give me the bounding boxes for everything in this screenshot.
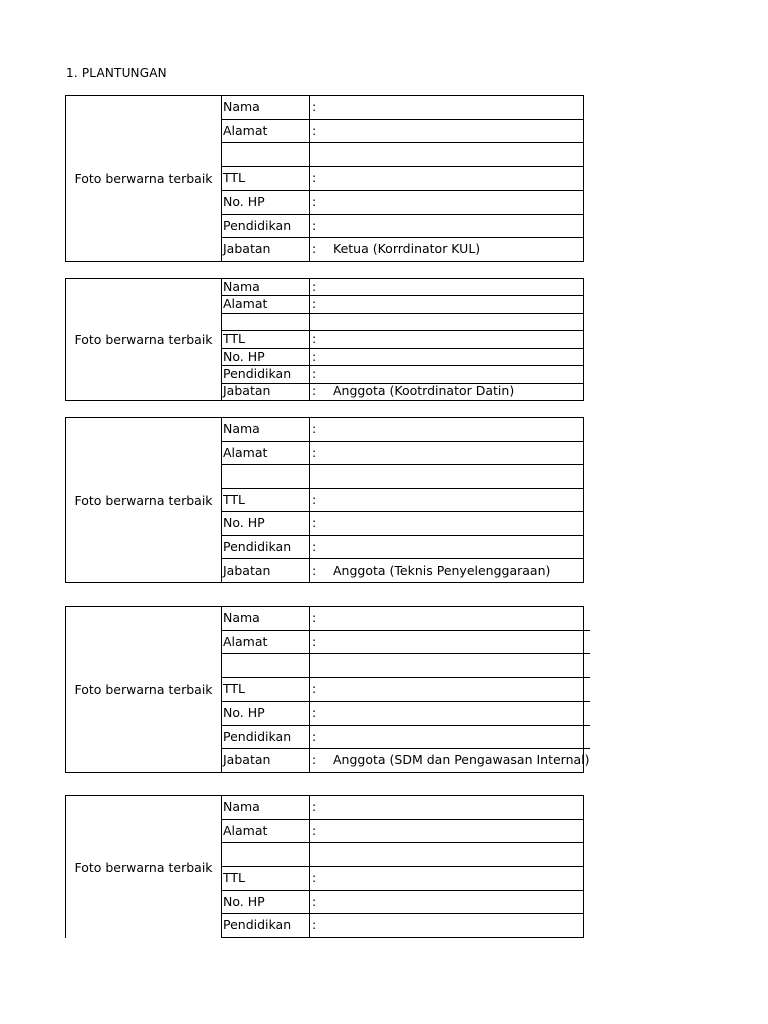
field-label: TTL <box>222 489 310 512</box>
field-value-cell <box>310 678 590 701</box>
field-colon: : <box>312 99 317 115</box>
field-value-cell <box>310 215 583 238</box>
field-label: TTL <box>222 867 310 890</box>
field-value-cell <box>310 349 583 365</box>
field-rows <box>222 96 583 261</box>
field-rows <box>222 279 583 400</box>
field-value-cell <box>310 536 583 559</box>
field-row <box>222 238 583 261</box>
field-colon: : <box>312 217 317 233</box>
field-value-cell <box>310 96 583 119</box>
field-row <box>222 120 583 144</box>
field-rows <box>222 607 590 772</box>
field-colon: : <box>312 278 317 294</box>
field-value-cell <box>310 512 583 535</box>
field-colon: : <box>312 562 317 578</box>
photo-placeholder: Foto berwarna terbaik <box>66 796 222 938</box>
field-row <box>222 384 583 400</box>
field-value: Anggota (SDM dan Pengawasan Internal) <box>333 752 590 768</box>
field-row <box>222 512 583 536</box>
field-row <box>222 749 590 772</box>
field-row <box>222 465 583 489</box>
field-colon: : <box>312 870 317 886</box>
field-colon: : <box>312 917 317 933</box>
member-card <box>65 606 590 773</box>
field-label: Nama <box>222 96 310 119</box>
field-value-cell <box>310 749 590 772</box>
field-row <box>222 96 583 120</box>
field-label: Jabatan <box>222 559 310 582</box>
field-label: TTL <box>222 167 310 190</box>
field-row <box>222 843 583 867</box>
field-row <box>222 167 583 191</box>
field-label: No. HP <box>222 702 310 725</box>
field-colon: : <box>312 822 317 838</box>
field-label: TTL <box>222 678 310 701</box>
member-card <box>65 95 584 262</box>
field-label: Pendidikan <box>222 215 310 238</box>
field-colon: : <box>312 421 317 437</box>
field-colon: : <box>312 366 317 382</box>
field-value-cell <box>310 120 583 143</box>
field-label: Nama <box>222 796 310 819</box>
field-colon: : <box>312 170 317 186</box>
field-label: Nama <box>222 418 310 441</box>
field-value-cell <box>310 796 583 819</box>
field-value-cell <box>310 867 583 890</box>
field-value-cell <box>310 607 590 630</box>
field-colon: : <box>312 122 317 138</box>
field-label: Pendidikan <box>222 536 310 559</box>
field-row <box>222 366 583 383</box>
field-label: No. HP <box>222 512 310 535</box>
field-value-cell <box>310 366 583 382</box>
field-row <box>222 914 583 938</box>
field-label: No. HP <box>222 191 310 214</box>
field-label: Jabatan <box>222 238 310 261</box>
field-colon: : <box>312 728 317 744</box>
field-label: Pendidikan <box>222 914 310 937</box>
field-colon: : <box>312 893 317 909</box>
photo-placeholder: Foto berwarna terbaik <box>66 607 222 772</box>
field-value-cell <box>310 631 590 654</box>
field-value-cell <box>310 296 583 312</box>
field-rows <box>222 796 583 938</box>
field-value-cell <box>310 559 583 582</box>
field-label: No. HP <box>222 349 310 365</box>
field-label: No. HP <box>222 891 310 914</box>
field-colon: : <box>312 752 317 768</box>
field-colon: : <box>312 681 317 697</box>
field-row <box>222 559 583 582</box>
field-value-cell <box>310 702 590 725</box>
field-value-cell <box>310 489 583 512</box>
section-heading: 1. PLANTUNGAN <box>66 66 167 80</box>
field-label: Alamat <box>222 120 310 143</box>
field-row <box>222 143 583 167</box>
field-label <box>222 654 310 677</box>
field-row <box>222 331 583 348</box>
field-label <box>222 843 310 866</box>
field-row <box>222 215 583 239</box>
field-rows <box>222 418 583 582</box>
field-row <box>222 654 590 678</box>
field-row <box>222 631 590 655</box>
field-colon: : <box>312 610 317 626</box>
field-value-cell <box>310 654 590 677</box>
field-label: Alamat <box>222 296 310 312</box>
field-colon: : <box>312 704 317 720</box>
field-value-cell <box>310 384 583 400</box>
photo-placeholder: Foto berwarna terbaik <box>66 418 222 582</box>
field-label: Pendidikan <box>222 726 310 749</box>
field-label: Alamat <box>222 442 310 465</box>
field-label <box>222 143 310 166</box>
field-colon: : <box>312 515 317 531</box>
field-label: Alamat <box>222 631 310 654</box>
field-value-cell <box>310 820 583 843</box>
field-value-cell <box>310 418 583 441</box>
field-value-cell <box>310 238 583 261</box>
field-row <box>222 702 590 726</box>
member-card <box>65 795 584 938</box>
field-label <box>222 465 310 488</box>
field-colon: : <box>312 296 317 312</box>
field-colon: : <box>312 383 317 399</box>
field-label: Pendidikan <box>222 366 310 382</box>
member-card <box>65 278 584 401</box>
field-row <box>222 296 583 313</box>
field-colon: : <box>312 444 317 460</box>
field-row <box>222 279 583 296</box>
field-value-cell <box>310 167 583 190</box>
field-value-cell <box>310 914 583 937</box>
field-value-cell <box>310 891 583 914</box>
field-value: Anggota (Teknis Penyelenggaraan) <box>333 562 551 578</box>
field-row <box>222 726 590 750</box>
field-row <box>222 314 583 331</box>
field-value-cell <box>310 331 583 347</box>
field-label: Nama <box>222 607 310 630</box>
field-value-cell <box>310 191 583 214</box>
field-label: Alamat <box>222 820 310 843</box>
field-row <box>222 442 583 466</box>
field-row <box>222 891 583 915</box>
field-row <box>222 820 583 844</box>
field-value-cell <box>310 143 583 166</box>
field-label: Jabatan <box>222 384 310 400</box>
field-row <box>222 678 590 702</box>
field-label <box>222 314 310 330</box>
field-label: Nama <box>222 279 310 295</box>
photo-placeholder: Foto berwarna terbaik <box>66 279 222 400</box>
field-row <box>222 191 583 215</box>
field-value-cell <box>310 465 583 488</box>
field-row <box>222 867 583 891</box>
field-row <box>222 607 590 631</box>
field-value: Anggota (Kootrdinator Datin) <box>333 383 515 399</box>
field-value-cell <box>310 314 583 330</box>
field-colon: : <box>312 538 317 554</box>
field-colon: : <box>312 348 317 364</box>
field-row <box>222 796 583 820</box>
field-colon: : <box>312 193 317 209</box>
field-colon: : <box>312 241 317 257</box>
field-row <box>222 489 583 513</box>
field-value-cell <box>310 442 583 465</box>
field-colon: : <box>312 491 317 507</box>
field-colon: : <box>312 331 317 347</box>
field-row <box>222 536 583 560</box>
field-label: TTL <box>222 331 310 347</box>
field-colon: : <box>312 633 317 649</box>
field-label: Jabatan <box>222 749 310 772</box>
member-card <box>65 417 584 583</box>
field-value-cell <box>310 843 583 866</box>
field-value-cell <box>310 279 583 295</box>
field-colon: : <box>312 799 317 815</box>
field-value: Ketua (Korrdinator KUL) <box>333 241 481 257</box>
field-row <box>222 418 583 442</box>
photo-placeholder: Foto berwarna terbaik <box>66 96 222 261</box>
field-value-cell <box>310 726 590 749</box>
field-row <box>222 349 583 366</box>
